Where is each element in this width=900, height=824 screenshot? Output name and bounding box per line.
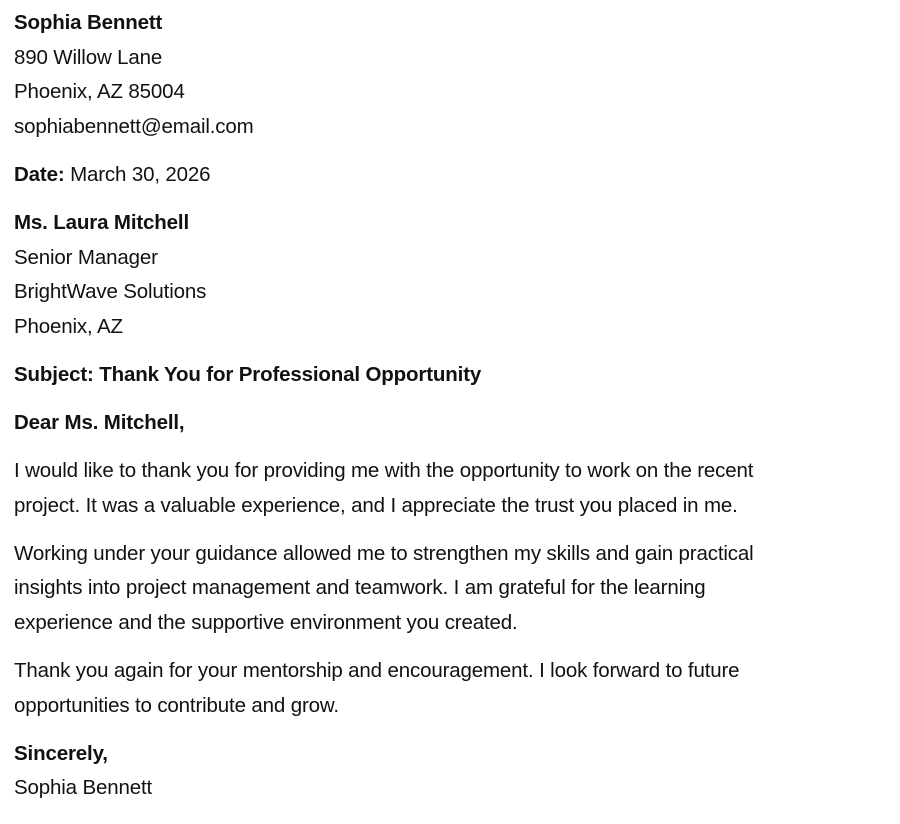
- paragraph-line: Thank you again for your mentorship and encouragement. I look forward to future: [14, 659, 740, 682]
- recipient-name: Ms. Laura Mitchell: [14, 210, 190, 234]
- subject-label: Subject:: [14, 362, 94, 386]
- date-label: Date:: [14, 162, 65, 186]
- recipient-block: [14, 206, 900, 344]
- sender-address-line2: Phoenix, AZ 85004: [14, 80, 185, 104]
- sender-block: [14, 6, 900, 144]
- subject-value: Thank You for Professional Opportunity: [99, 362, 482, 386]
- salutation-block: [14, 406, 900, 441]
- recipient-company: BrightWave Solutions: [14, 280, 207, 304]
- body-paragraph-3: [14, 654, 894, 723]
- date-block: [14, 158, 900, 193]
- paragraph-line: I would like to thank you for providing me with the opportunity to work on the recent: [14, 459, 754, 483]
- sender-address-line1: 890 Willow Lane: [14, 45, 163, 69]
- closing-phrase: Sincerely,: [14, 741, 108, 765]
- body-paragraph-1: [14, 454, 894, 523]
- subject-block: [14, 358, 900, 393]
- paragraph-line: opportunities to contribute and grow.: [14, 693, 339, 717]
- recipient-location: Phoenix, AZ: [14, 314, 123, 338]
- date-value: March 30, 2026: [70, 162, 211, 186]
- paragraph-line: project. It was a valuable experience, and I appreciate the trust you placed in me.: [14, 493, 738, 517]
- salutation: Dear Ms. Mitchell,: [14, 410, 185, 434]
- sender-name: Sophia Bennett: [14, 11, 163, 34]
- paragraph-line: insights into project management and teamwork. I am grateful for the learning: [14, 576, 706, 600]
- sender-email: sophiabennett@email.com: [14, 114, 254, 138]
- signature-name: Sophia Bennett: [14, 776, 153, 800]
- recipient-title: Senior Manager: [14, 245, 158, 269]
- paragraph-line: experience and the supportive environment you created.: [14, 610, 518, 634]
- closing-block: [14, 737, 900, 806]
- body-paragraph-2: [14, 537, 894, 641]
- paragraph-line: Working under your guidance allowed me to strengthen my skills and gain practical: [14, 541, 754, 565]
